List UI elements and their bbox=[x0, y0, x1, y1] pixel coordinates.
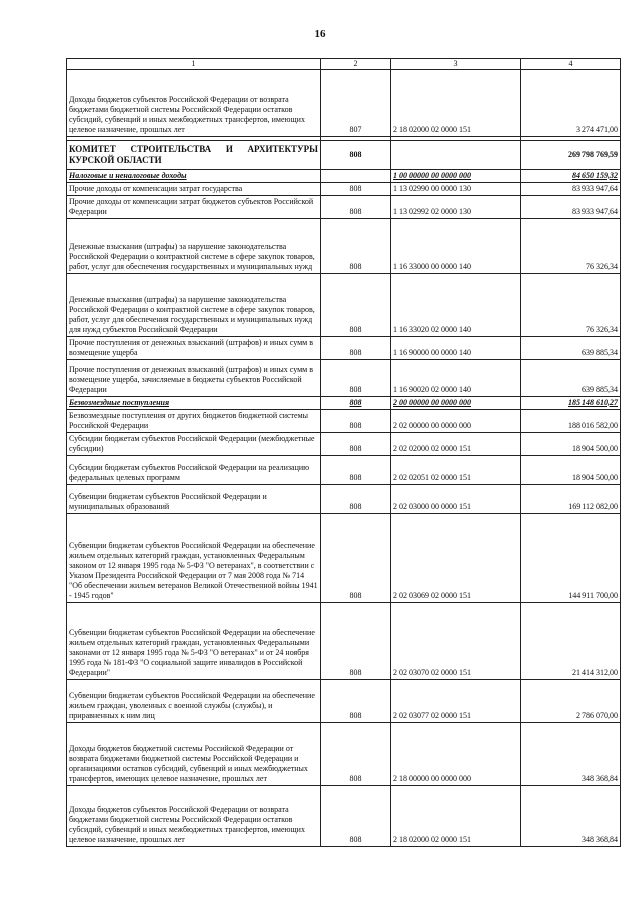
admin-code-cell: 808 bbox=[321, 410, 391, 433]
revenue-name-cell: Денежные взыскания (штрафы) за нарушение законодательства Российской Федерации о контрактной системе в сфере закупок товаров, работ, услуг для обеспечения государственных и муниципальных нужд для нужд субъектов Российской Федерации bbox=[67, 274, 321, 337]
table-row bbox=[67, 485, 621, 514]
revenue-name-cell: Прочие поступления от денежных взысканий (штрафов) и иных сумм в возмещение ущерба bbox=[67, 337, 321, 360]
admin-code-cell: 808 bbox=[321, 485, 391, 514]
revenue-name-cell: Безвозмездные поступления bbox=[67, 397, 321, 410]
amount-cell: 76 326,34 bbox=[521, 219, 621, 274]
amount-cell: 2 786 070,00 bbox=[521, 680, 621, 723]
budget-code-cell bbox=[391, 141, 521, 170]
amount-cell: 84 650 159,32 bbox=[521, 170, 621, 183]
revenue-name-cell: Субсидии бюджетам субъектов Российской Федерации на реализацию федеральных целевых программ bbox=[67, 456, 321, 485]
budget-code-cell: 2 00 00000 00 0000 000 bbox=[391, 397, 521, 410]
page-number: 16 bbox=[314, 28, 326, 40]
revenue-name-cell: Налоговые и неналоговые доходы bbox=[67, 170, 321, 183]
admin-code-cell: 808 bbox=[321, 723, 391, 786]
budget-code-cell: 2 18 02000 02 0000 151 bbox=[391, 70, 521, 137]
revenue-name-cell: Прочие доходы от компенсации затрат бюджетов субъектов Российской Федерации bbox=[67, 196, 321, 219]
revenue-name-cell: Субвенции бюджетам субъектов Российской Федерации и муниципальных образований bbox=[67, 485, 321, 514]
table-row bbox=[67, 680, 621, 723]
table-row bbox=[67, 70, 621, 137]
amount-cell: 18 904 500,00 bbox=[521, 456, 621, 485]
revenue-name-cell: Доходы бюджетов субъектов Российской Федерации от возврата бюджетами бюджетной системы Российской Федерации остатков субсидий, субвенций и иных межбюджетных трансфертов, имеющих целевое назначение, прошлых лет bbox=[67, 70, 321, 137]
amount-cell: 169 112 082,00 bbox=[521, 485, 621, 514]
table-row bbox=[67, 360, 621, 397]
admin-code-cell: 808 bbox=[321, 786, 391, 847]
table-row bbox=[67, 410, 621, 433]
revenue-name-cell: Субвенции бюджетам субъектов Российской Федерации на обеспечение жильем отдельных категорий граждан, установленных Федеральными законами от 12 января 1995 года № 5-ФЗ "О ветеранах" и от 24 ноября 1995 года № 181-ФЗ "О социальной защите инвалидов в Российской Федерации" bbox=[67, 603, 321, 680]
table-row bbox=[67, 723, 621, 786]
admin-code-cell: 808 bbox=[321, 183, 391, 196]
revenue-name-cell: Денежные взыскания (штрафы) за нарушение законодательства Российской Федерации о контрактной системе в сфере закупок товаров, работ, услуг для обеспечения государственных и муниципальных нужд bbox=[67, 219, 321, 274]
admin-code-cell: 808 bbox=[321, 360, 391, 397]
revenue-table bbox=[66, 58, 621, 847]
admin-code-cell: 808 bbox=[321, 680, 391, 723]
revenue-name-cell: Доходы бюджетов бюджетной системы Российской Федерации от возврата бюджетами бюджетной системы Российской Федерации и организациями остатков субсидий, субвенций и иных межбюджетных трансфертов, имеющих целевое назначение, прошлых лет bbox=[67, 723, 321, 786]
amount-cell: 144 911 700,00 bbox=[521, 514, 621, 603]
budget-code-cell: 2 18 00000 00 0000 000 bbox=[391, 723, 521, 786]
table-row bbox=[67, 196, 621, 219]
budget-code-cell: 1 16 33000 00 0000 140 bbox=[391, 219, 521, 274]
budget-code-cell: 2 02 03070 02 0000 151 bbox=[391, 603, 521, 680]
revenue-name-cell: Прочие доходы от компенсации затрат государства bbox=[67, 183, 321, 196]
amount-cell: 83 933 947,64 bbox=[521, 183, 621, 196]
admin-code-cell: 808 bbox=[321, 603, 391, 680]
column-header-row bbox=[67, 59, 621, 70]
revenue-name-cell: Безвозмездные поступления от других бюджетов бюджетной системы Российской Федерации bbox=[67, 410, 321, 433]
admin-code-cell: 808 bbox=[321, 397, 391, 410]
admin-code-cell bbox=[321, 170, 391, 183]
amount-cell: 188 016 582,00 bbox=[521, 410, 621, 433]
amount-cell: 639 885,34 bbox=[521, 360, 621, 397]
amount-cell: 76 326,34 bbox=[521, 274, 621, 337]
admin-code-cell: 808 bbox=[321, 141, 391, 170]
admin-code-cell: 808 bbox=[321, 219, 391, 274]
budget-code-cell: 2 02 00000 00 0000 000 bbox=[391, 410, 521, 433]
revenue-name-cell: Субвенции бюджетам субъектов Российской Федерации на обеспечение жильем граждан, уволенных с военной службы (службы), и приравненных к ним лиц bbox=[67, 680, 321, 723]
budget-code-cell: 1 16 90020 02 0000 140 bbox=[391, 360, 521, 397]
table-row bbox=[67, 337, 621, 360]
budget-code-cell: 2 18 02000 02 0000 151 bbox=[391, 786, 521, 847]
revenue-name-cell: КОМИТЕТ СТРОИТЕЛЬСТВА И АРХИТЕКТУРЫ КУРСКОЙ ОБЛАСТИ bbox=[67, 141, 321, 170]
admin-code-cell: 808 bbox=[321, 337, 391, 360]
table-row bbox=[67, 603, 621, 680]
table-row bbox=[67, 219, 621, 274]
revenue-table-body bbox=[67, 59, 621, 847]
budget-code-cell: 1 13 02990 00 0000 130 bbox=[391, 183, 521, 196]
admin-code-cell: 808 bbox=[321, 433, 391, 456]
revenue-name-cell: Прочие поступления от денежных взысканий (штрафов) и иных сумм в возмещение ущерба, зачисляемые в бюджеты субъектов Российской Федерации bbox=[67, 360, 321, 397]
amount-cell: 3 274 471,00 bbox=[521, 70, 621, 137]
budget-code-cell: 1 16 33020 02 0000 140 bbox=[391, 274, 521, 337]
column-header-3: 3 bbox=[391, 59, 521, 70]
amount-cell: 21 414 312,00 bbox=[521, 603, 621, 680]
column-header-4: 4 bbox=[521, 59, 621, 70]
column-header-2: 2 bbox=[321, 59, 391, 70]
amount-cell: 639 885,34 bbox=[521, 337, 621, 360]
revenue-name-cell: Субсидии бюджетам субъектов Российской Федерации (межбюджетные субсидии) bbox=[67, 433, 321, 456]
admin-code-cell: 808 bbox=[321, 514, 391, 603]
amount-cell: 18 904 500,00 bbox=[521, 433, 621, 456]
section-total-row bbox=[67, 397, 621, 410]
amount-cell: 83 933 947,64 bbox=[521, 196, 621, 219]
amount-cell: 348 368,84 bbox=[521, 723, 621, 786]
table-row bbox=[67, 433, 621, 456]
admin-code-cell: 808 bbox=[321, 196, 391, 219]
section-total-row bbox=[67, 170, 621, 183]
amount-cell: 348 368,84 bbox=[521, 786, 621, 847]
admin-code-cell: 808 bbox=[321, 274, 391, 337]
table-row bbox=[67, 183, 621, 196]
budget-code-cell: 1 00 00000 00 0000 000 bbox=[391, 170, 521, 183]
amount-cell: 269 798 769,59 bbox=[521, 141, 621, 170]
admin-code-cell: 808 bbox=[321, 456, 391, 485]
amount-cell: 185 148 610,27 bbox=[521, 397, 621, 410]
committee-row bbox=[67, 141, 621, 170]
budget-code-cell: 2 02 03077 02 0000 151 bbox=[391, 680, 521, 723]
column-header-1: 1 bbox=[67, 59, 321, 70]
table-row bbox=[67, 514, 621, 603]
budget-code-cell: 1 16 90000 00 0000 140 bbox=[391, 337, 521, 360]
budget-code-cell: 2 02 03069 02 0000 151 bbox=[391, 514, 521, 603]
budget-code-cell: 2 02 03000 00 0000 151 bbox=[391, 485, 521, 514]
budget-code-cell: 2 02 02000 02 0000 151 bbox=[391, 433, 521, 456]
table-row bbox=[67, 786, 621, 847]
budget-code-cell: 1 13 02992 02 0000 130 bbox=[391, 196, 521, 219]
table-row bbox=[67, 456, 621, 485]
revenue-name-cell: Субвенции бюджетам субъектов Российской Федерации на обеспечение жильем отдельных категорий граждан, установленных Федеральным законом от 12 января 1995 года № 5-ФЗ "О ветеранах", в соответствии с Указом Президента Российской Федерации от 7 мая 2008 года № 714 "Об обеспечении жильем ветеранов Великой Отечественной войны 1941 - 1945 годов" bbox=[67, 514, 321, 603]
revenue-name-cell: Доходы бюджетов субъектов Российской Федерации от возврата бюджетами бюджетной системы Российской Федерации остатков субсидий, субвенций и иных межбюджетных трансфертов, имеющих целевое назначение, прошлых лет bbox=[67, 786, 321, 847]
admin-code-cell: 807 bbox=[321, 70, 391, 137]
table-row bbox=[67, 274, 621, 337]
budget-code-cell: 2 02 02051 02 0000 151 bbox=[391, 456, 521, 485]
